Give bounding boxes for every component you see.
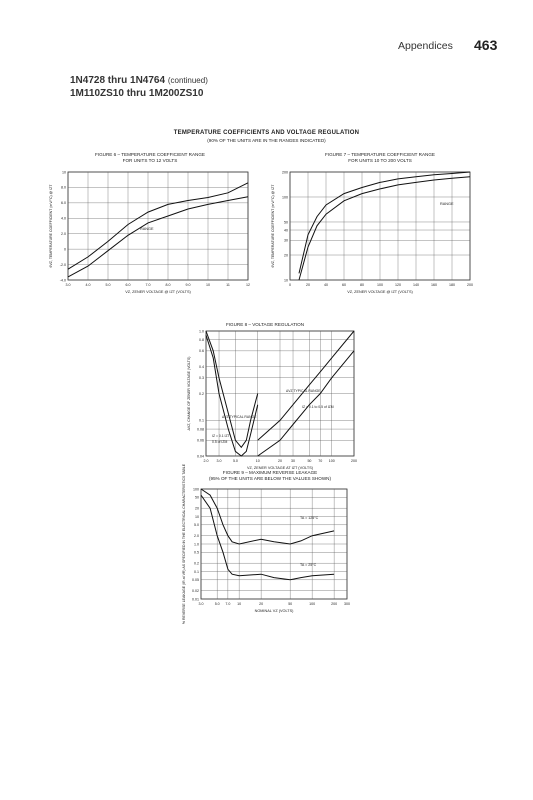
figure-9-x-tick-label: 50 [288,602,293,606]
figure-7-y-axis-label: θVZ, TEMPERATURE COEFFICIENT (mV/°C) @ IZT [271,184,275,268]
figure-7-x-tick-label: 180 [449,283,455,287]
figure-7-x-tick-label: 160 [431,283,437,287]
figure-9-y-axis-label: % REVERSE LEAKAGE (IR at VR) AS SPECIFIED IN THE ELECTRICAL CHARACTERISTICS TABLE [182,463,186,625]
figure-8-y-tick-label: 0.1 [199,418,204,423]
figure-8-y-tick-label: 0.6 [199,349,204,354]
figure-8-x-tick-label: 30 [291,459,296,463]
figure-8-x-tick-label: 20 [278,459,282,463]
figure-8-x-tick-label: 70 [318,459,323,463]
figure-9-x-tick-label: 5.0 [214,602,220,606]
figure-7-x-tick-label: 140 [413,283,419,287]
figure-6-x-tick-label: 12 [246,283,250,287]
figure-8-series-1 [206,331,258,447]
figure-8-x-tick-label: 100 [328,459,335,463]
figure-9-x-tick-label: 20 [259,602,264,606]
figure-6-y-tick-label: 10 [62,170,66,175]
section-title: TEMPERATURE COEFFICIENTS AND VOLTAGE REGULATION [173,130,360,136]
figure-9-caption-line1: FIGURE 9 – MAXIMUM REVERSE LEAKAGE [222,470,318,475]
figure-7-x-tick-label: 200 [467,283,473,287]
figure-9-y-tick-label: 0.1 [194,569,199,574]
figure-9-x-tick-label: 7.0 [225,602,231,606]
figure-7-x-tick-label: 120 [395,283,401,287]
figure-9-x-tick-label: 200 [331,602,338,606]
figure-9-x-tick-label: 300 [344,602,350,606]
figure-9-y-tick-label: 0.01 [192,597,199,602]
figure-8-x-tick-label: 200 [351,459,357,463]
figure-9-y-tick-label: 0.05 [192,578,199,583]
figure-6-x-tick-label: 10 [206,283,210,287]
figure-9-y-tick-label: 0.02 [192,589,199,594]
running-header-section: Appendices [398,40,453,52]
figure-9-annotation-125c: TA = 125°C [300,516,319,520]
figure-8-y-tick-label: 0.2 [199,391,204,396]
figure-8-annotation-1: ΔVZ TYPICAL RANGE [222,415,257,419]
figure-8-x-axis-label: VZ, ZENER VOLTAGE AT IZT (VOLTS) [246,466,314,470]
figure-9-y-tick-label: 0.5 [194,550,199,555]
figure-9-caption-line2: (95% OF THE UNITS ARE BELOW THE VALUES SHOWN) [208,475,331,481]
figure-6-x-tick-label: 3.0 [65,283,71,287]
figure-8-annotation-5: 0.5 of IZM [212,440,228,444]
figure-7-x-tick-label: 0 [289,283,291,287]
figure-8-x-tick-label: 2.0 [203,459,209,463]
figure-6-x-tick-label: 4.0 [85,283,91,287]
figure-8-y-tick-label: 1.0 [199,329,204,334]
figure-7-y-tick-label: 30 [284,238,288,243]
figure-8-x-tick-label: 50 [307,459,312,463]
figure-9-y-tick-label: 100 [193,487,199,492]
figure-9-y-tick-label: 1.0 [194,542,199,547]
figure-7-y-tick-label: 20 [284,253,288,258]
part-range-subtitle: 1M110ZS10 thru 1M200ZS10 [70,88,204,99]
figure-6-frame [68,172,248,280]
figure-6-y-tick-label: -2.0 [59,262,66,267]
figure-9-y-tick-label: 0.2 [194,561,199,566]
figure-7-series-2 [299,177,470,280]
figure-8-y-axis-label: ΔVZ, CHANGE OF ZENER VOLTAGE (VOLTS) [187,356,191,431]
figure-6-y-tick-label: 4.0 [61,216,66,221]
page-number: 463 [474,37,498,53]
figure-6-range-label: RANGE [140,227,154,231]
figure-6-x-tick-label: 6.0 [125,283,131,287]
figure-6-x-tick-label: 9.0 [185,283,191,287]
figure-8-x-tick-label: 5.0 [232,459,238,463]
figure-8-x-tick-label: 3.0 [216,459,222,463]
figure-7-caption-line2: FOR UNITS 10 TO 200 VOLTS [348,157,412,163]
figure-6-y-tick-label: -4.0 [59,278,66,283]
figure-7-series-1 [299,172,470,273]
figure-6-x-tick-label: 8.0 [165,283,171,287]
figure-7-x-tick-label: 60 [342,283,346,287]
figure-9-y-tick-label: 20 [195,506,199,511]
figure-6-x-axis-label: VZ, ZENER VOLTAGE @ IZT (VOLTS) [125,290,191,294]
figure-8-annotation-3: IZ = 0.1 IZT [212,434,230,438]
figure-7-y-tick-label: 10 [284,278,288,283]
figure-8-annotation-4: IZ = 0.1 to 0.5 of IZM [302,405,334,409]
figure-6-y-tick-label: 6.0 [61,201,66,206]
figure-8-y-tick-label: 0.4 [199,364,204,369]
figure-8-y-tick-label: 0.3 [199,376,204,381]
figure-8-y-tick-label: 0.8 [199,337,204,342]
figure-9-x-tick-label: 10 [237,602,242,606]
figure-6-series-1 [68,183,248,269]
figure-7-x-tick-label: 100 [377,283,383,287]
figure-6-y-tick-label: 0 [64,247,66,252]
figure-7-range-label: RANGE [440,202,454,206]
figure-8-y-tick-label: 0.08 [197,427,204,432]
figure-9-annotation-25c: TA = 25°C [300,563,317,567]
figure-8-x-tick-label: 10 [255,459,260,463]
figure-7-y-tick-label: 40 [284,228,288,233]
figure-9-x-tick-label: 3.0 [198,602,204,606]
figure-6-x-tick-label: 7.0 [145,283,151,287]
figure-9-x-tick-label: 100 [309,602,316,606]
figure-7-x-tick-label: 80 [360,283,364,287]
figure-9-series-2 [201,495,334,580]
figure-6-caption-line2: FOR UNITS TO 12 VOLTS [122,157,178,163]
figure-9-x-axis-label: NOMINAL VZ (VOLTS) [254,609,294,613]
figure-6-x-tick-label: 11 [226,283,230,287]
figure-8-series-3 [258,331,354,440]
figure-9-y-tick-label: 50 [195,495,199,500]
section-subtitle: (90% OF THE UNITS ARE IN THE RANGES INDICATED) [207,138,326,143]
figure-7-x-tick-label: 40 [324,283,328,287]
figure-6-caption-line1: FIGURE 6 – TEMPERATURE COEFFICIENT RANGE [94,152,205,157]
figure-7-y-tick-label: 200 [282,170,288,175]
figure-8-caption-line1: FIGURE 8 – VOLTAGE REGULATION [225,322,305,327]
figure-9-y-tick-label: 5.0 [194,523,199,528]
figure-8-y-tick-label: 0.06 [197,438,204,443]
figure-9-y-tick-label: 10 [195,514,199,519]
figure-6-y-tick-label: 8.0 [61,185,66,190]
figure-7-y-tick-label: 50 [284,220,288,225]
figure-9-y-tick-label: 2.0 [194,534,199,539]
figure-6-x-tick-label: 5.0 [105,283,111,287]
figure-7-y-tick-label: 100 [282,195,288,200]
figure-7-caption-line1: FIGURE 7 – TEMPERATURE COEFFICIENT RANGE [324,152,435,157]
figure-8-annotation-2: ΔVZ TYPICAL RANGE [286,389,321,393]
figure-6-y-tick-label: 2.0 [61,232,66,237]
continued-note: (continued) [167,76,208,85]
figure-7-x-tick-label: 20 [306,283,310,287]
part-range-title-text: 1N4728 thru 1N4764 [70,75,166,86]
figure-7-x-axis-label: VZ, ZENER VOLTAGE @ IZT (VOLTS) [347,290,413,294]
figure-6-y-axis-label: θVZ, TEMPERATURE COEFFICIENT (mV/°C) @ IZT [49,184,53,268]
figure-8-y-tick-label: 0.04 [197,454,204,459]
